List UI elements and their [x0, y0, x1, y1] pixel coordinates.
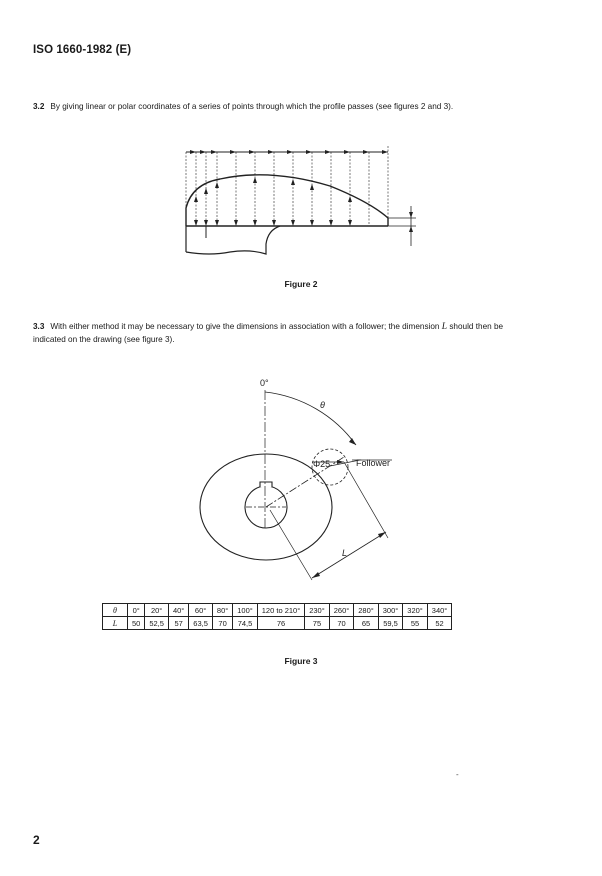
- theta-cell: 260°: [329, 604, 354, 617]
- l-cell: 52: [427, 617, 452, 630]
- theta-cell: 320°: [403, 604, 428, 617]
- zero-degree-label: 0°: [260, 378, 269, 388]
- l-cell: 74,5: [233, 617, 258, 630]
- figure-2-drawing: [180, 146, 420, 266]
- l-cell: 55: [403, 617, 428, 630]
- l-cell: 52,5: [145, 617, 169, 630]
- l-cell: 63,5: [189, 617, 213, 630]
- theta-cell: 20°: [145, 604, 169, 617]
- l-cell: 50: [128, 617, 145, 630]
- diameter-label: Φ25: [313, 459, 331, 469]
- theta-cell: 300°: [378, 604, 403, 617]
- figure-3-table: [102, 603, 452, 630]
- page-number: 2: [33, 833, 40, 847]
- l-cell: 70: [329, 617, 354, 630]
- dimension-variable: L: [441, 322, 448, 332]
- l-row: [103, 617, 452, 630]
- section-text: With either method it may be necessary to give the dimensions in association with a follower; the dimension: [50, 322, 442, 331]
- l-header: L: [103, 617, 128, 630]
- l-cell: 57: [168, 617, 188, 630]
- theta-cell: 340°: [427, 604, 452, 617]
- section-3-2: [33, 101, 453, 114]
- theta-cell: 0°: [128, 604, 145, 617]
- theta-label: θ: [320, 400, 325, 410]
- theta-header: θ: [103, 604, 128, 617]
- stray-mark: -: [456, 770, 459, 779]
- section-3-3: [33, 321, 503, 346]
- follower-label: Follower: [356, 458, 391, 468]
- section-number: 3.2: [33, 102, 45, 111]
- figure-2-caption: Figure 2: [284, 279, 318, 289]
- figure-3-caption: Figure 3: [284, 656, 318, 666]
- section-text: By giving linear or polar coordinates of a series of points through which the profile passes (see figures 2 and 3).: [50, 102, 454, 111]
- l-dimension-label: L: [342, 548, 348, 558]
- theta-cell: 280°: [354, 604, 379, 617]
- document-header: ISO 1660-1982 (E): [33, 44, 132, 56]
- theta-cell: 100°: [233, 604, 258, 617]
- theta-cell: 230°: [305, 604, 330, 617]
- theta-row: [103, 604, 452, 617]
- l-cell: 59,5: [378, 617, 403, 630]
- section-text-cont: should then be: [447, 322, 504, 331]
- section-text-line2: indicated on the drawing (see figure 3).: [33, 334, 175, 344]
- theta-cell: 120 to 210°: [257, 604, 304, 617]
- theta-cell: 80°: [212, 604, 232, 617]
- figure-3-drawing: [196, 370, 416, 592]
- l-cell: 76: [257, 617, 304, 630]
- section-number: 3.3: [33, 322, 45, 331]
- l-cell: 70: [212, 617, 232, 630]
- l-cell: 75: [305, 617, 330, 630]
- theta-cell: 60°: [189, 604, 213, 617]
- theta-cell: 40°: [168, 604, 188, 617]
- l-cell: 65: [354, 617, 379, 630]
